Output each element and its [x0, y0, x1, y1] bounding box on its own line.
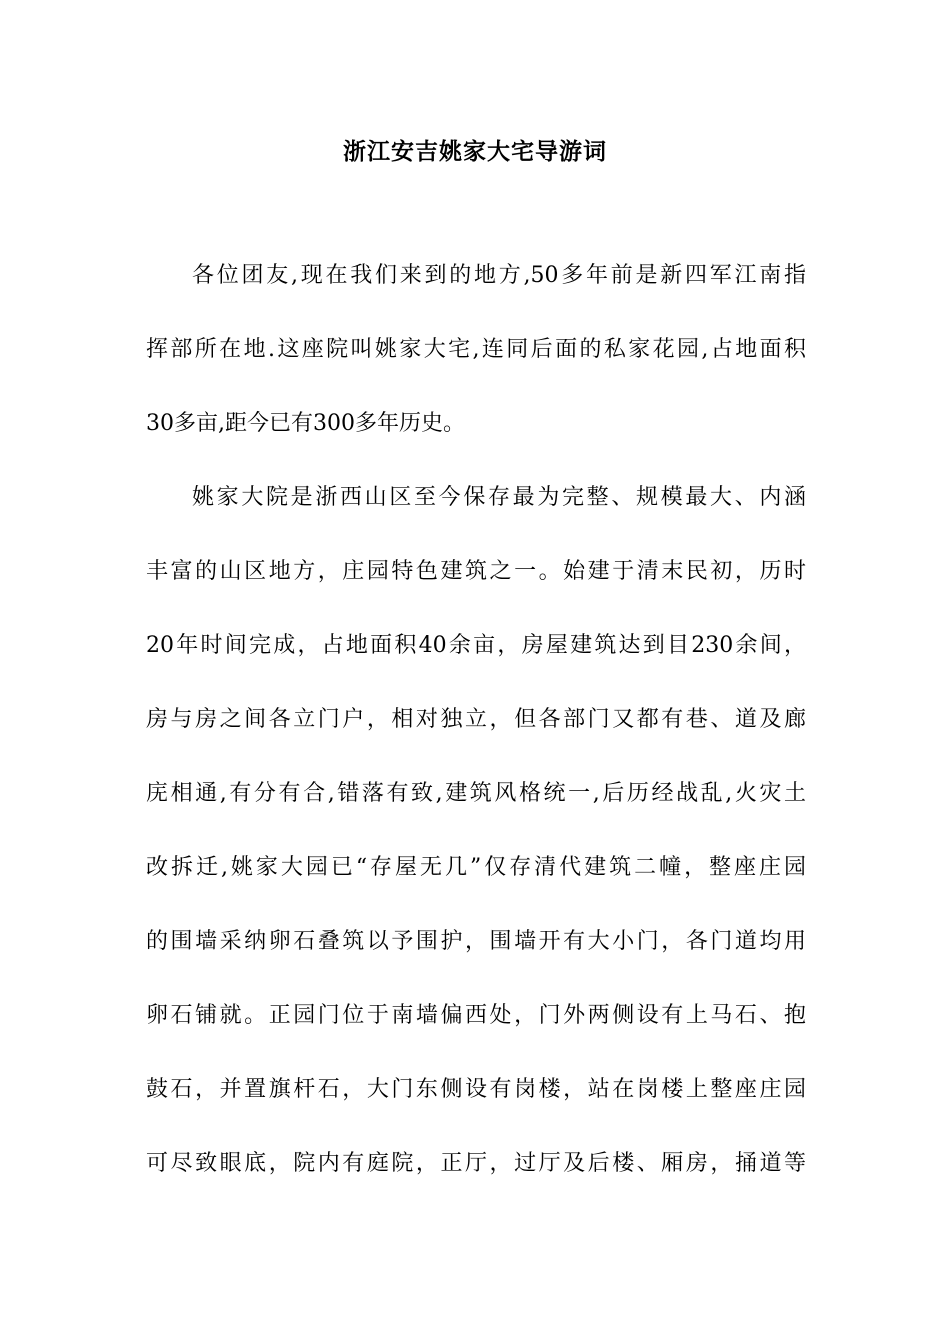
body-line: 鼓石，并置旗杆石，大门东侧设有岗楼，站在岗楼上整座庄园 — [146, 1077, 806, 1102]
body-line: 姚家大院是浙西山区至今保存最为完整、规模最大、内涵 — [192, 485, 806, 510]
body-line: 可尽致眼底，院内有庭院，正厅，过厅及后楼、厢房，捅道等 — [146, 1151, 806, 1176]
document-title: 浙江安吉姚家大宅导游词 — [343, 138, 607, 165]
document-body — [146, 253, 806, 1215]
body-line: 挥部所在地.这座院叫姚家大宅,连同后面的私家花园,占地面积 — [146, 337, 806, 362]
body-line: 卵石铺就。正园门位于南墙偏西处，门外两侧设有上马石、抱 — [146, 1003, 806, 1028]
body-line: 各位团友,现在我们来到的地方,50多年前是新四军江南指 — [192, 263, 806, 288]
body-line: 的围墙采纳卵石叠筑以予围护，围墙开有大小门，各门道均用 — [146, 929, 806, 954]
body-line: 房与房之间各立门户，相对独立，但各部门又都有巷、道及廊 — [146, 707, 806, 732]
body-line: 20年时间完成，占地面积40余亩，房屋建筑达到目230余间， — [146, 633, 806, 658]
body-line: 丰富的山区地方，庄园特色建筑之一。始建于清末民初，历时 — [146, 559, 806, 584]
body-line: 改拆迁,姚家大园已“存屋无几”仅存清代建筑二幢，整座庄园 — [146, 855, 806, 880]
body-line: 30多亩,距今已有300多年历史。 — [146, 411, 465, 436]
body-line: 庑相通,有分有合,错落有致,建筑风格统一,后历经战乱,火灾土 — [146, 781, 806, 806]
